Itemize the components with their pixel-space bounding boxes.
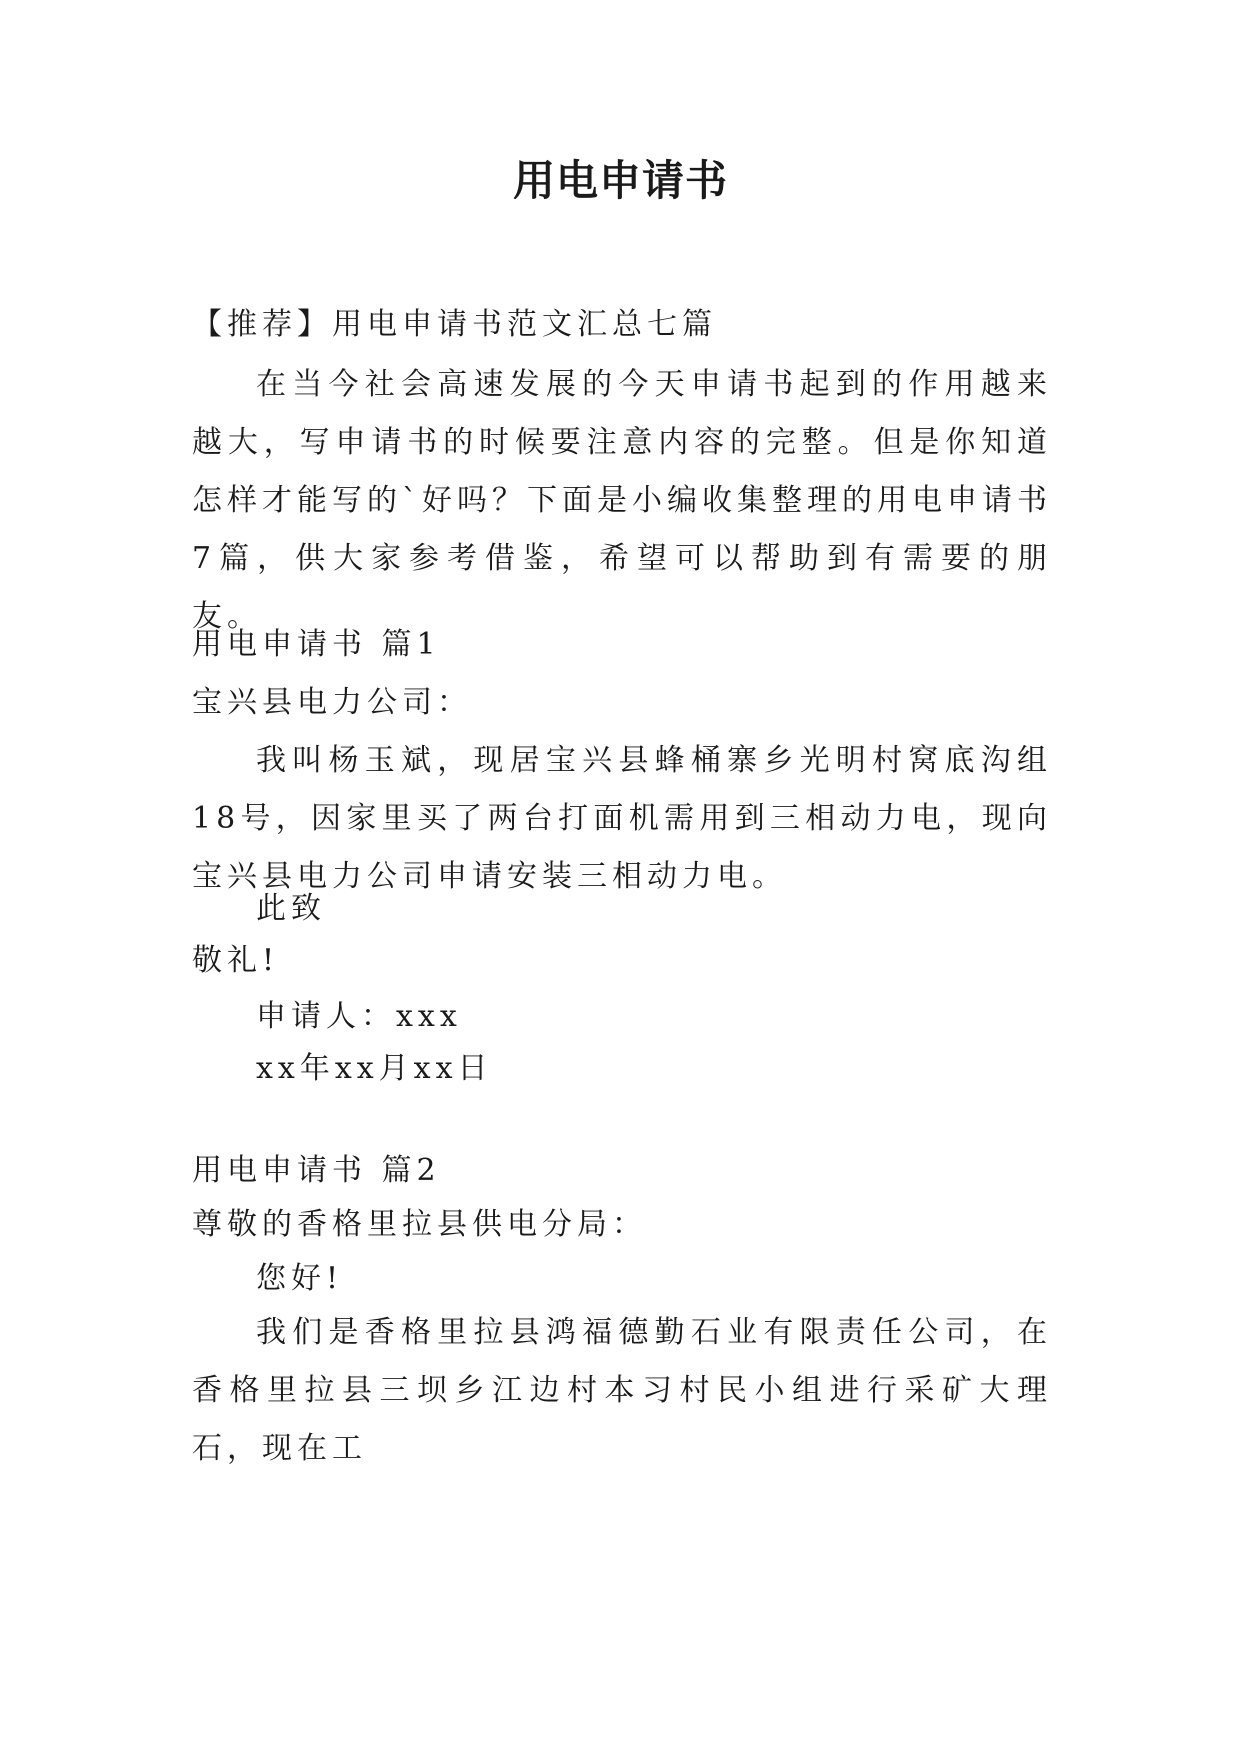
section-addressee-1: 宝兴县电力公司： — [192, 685, 472, 720]
section-greeting-2: 您好! — [256, 1261, 344, 1296]
section-heading-2: 用电申请书 篇2 — [192, 1153, 441, 1188]
document-subtitle: 【推荐】用电申请书范文汇总七篇 — [192, 307, 717, 342]
document-title: 用电申请书 — [512, 156, 728, 205]
section-heading-1: 用电申请书 篇1 — [192, 627, 441, 662]
section-addressee-2: 尊敬的香格里拉县供电分局： — [192, 1207, 647, 1242]
applicant-signature: 申请人：xxx — [256, 999, 462, 1034]
section-body-2: 我们是香格里拉县鸿福德勤石业有限责任公司，在香格里拉县三坝乡江边村本习村民小组进行采矿大理石，现在工 — [192, 1315, 1052, 1466]
section-body-1: 我叫杨玉斌，现居宝兴县蜂桶寨乡光明村窝底沟组18号，因家里买了两台打面机需用到三相动力电，现向宝兴县电力公司申请安装三相动力电。 — [192, 743, 1052, 894]
application-date: xx年xx月xx日 — [256, 1051, 493, 1086]
intro-paragraph: 在当今社会高速发展的今天申请书起到的作用越来越大，写申请书的时候要注意内容的完整。但是你知道怎样才能写的`好吗？下面是小编收集整理的用电申请书7篇，供大家参考借鉴，希望可以帮助到有需要的朋友。 — [192, 367, 1052, 634]
closing-line-1: 此致 — [256, 891, 326, 926]
closing-line-2: 敬礼! — [192, 943, 280, 978]
